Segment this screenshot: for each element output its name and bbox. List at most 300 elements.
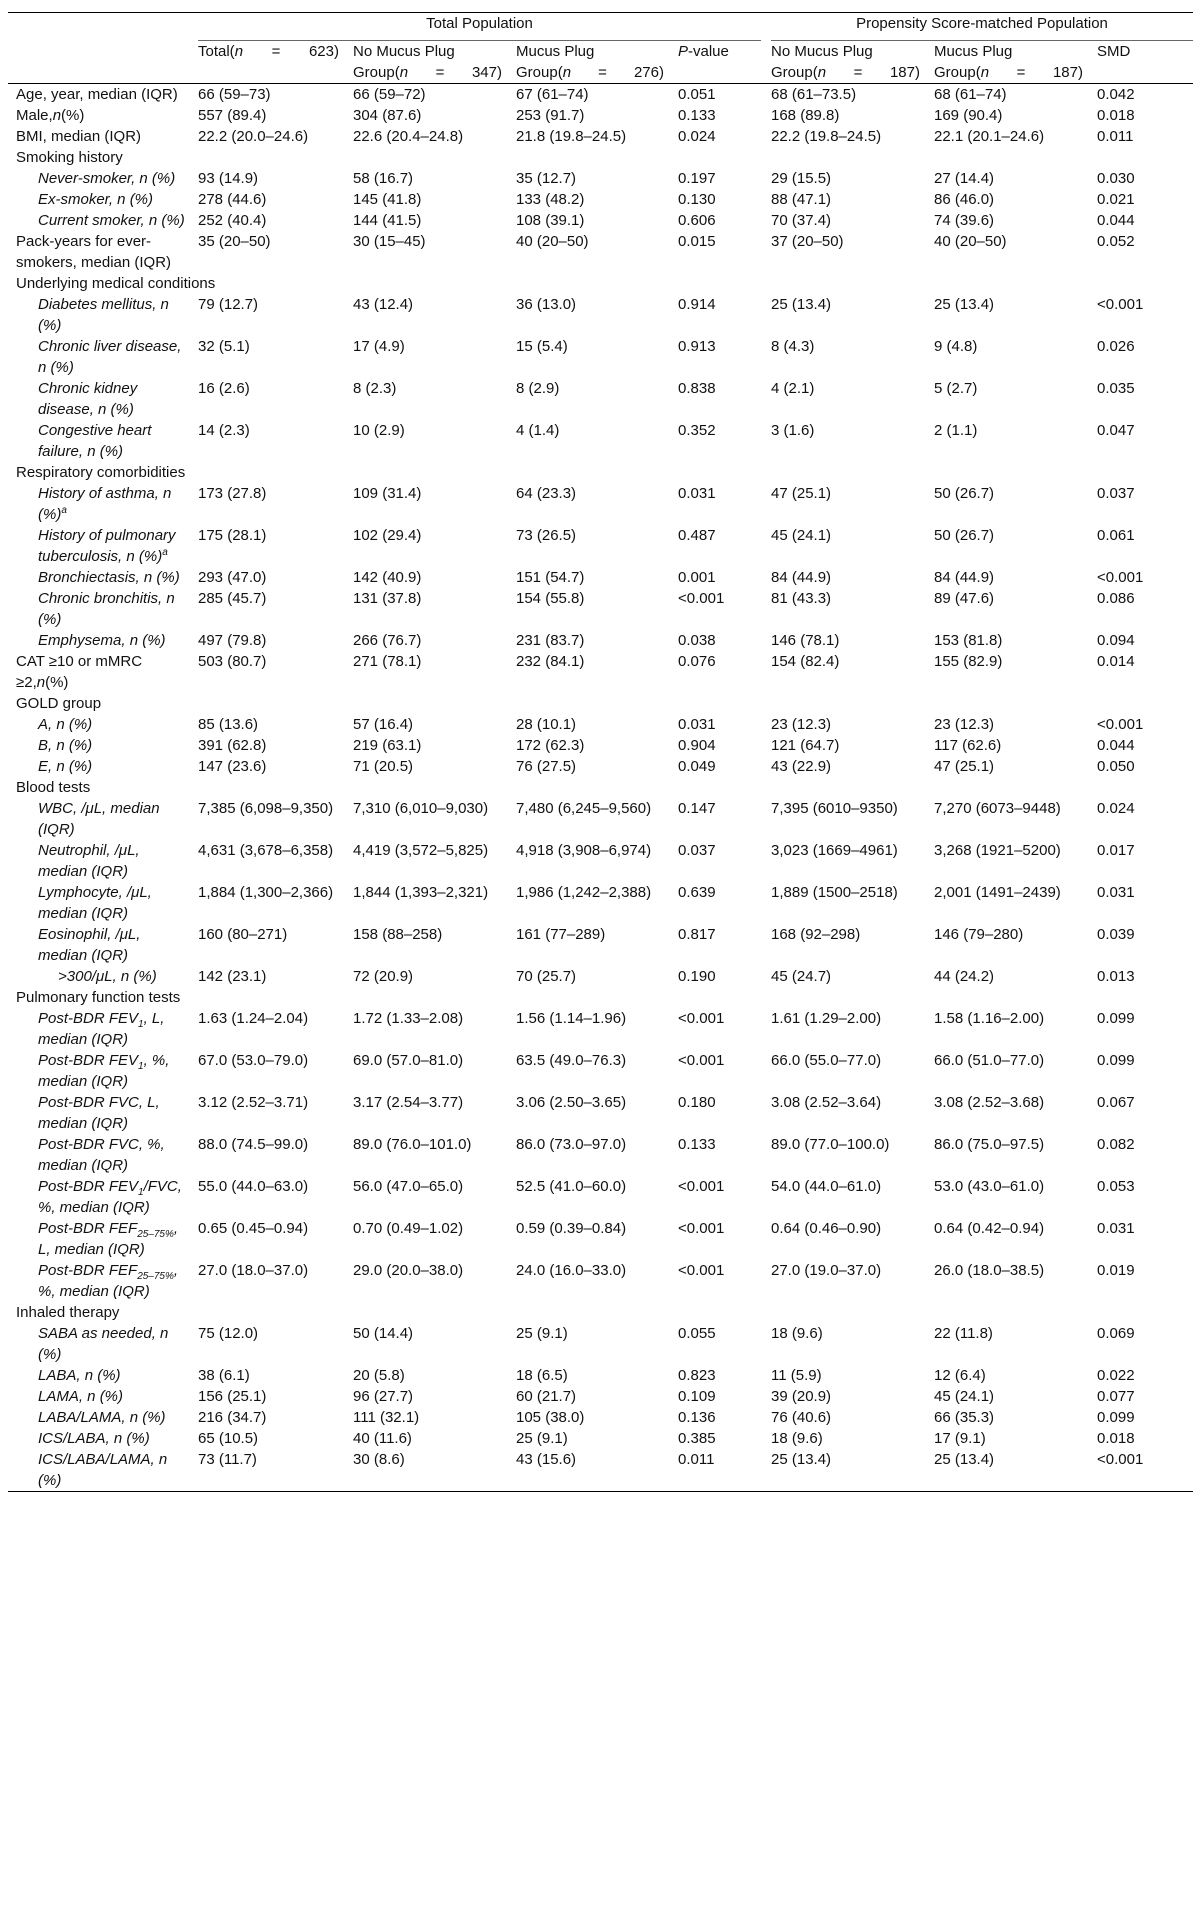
- cell-total: 285 (45.7): [198, 590, 267, 607]
- cell-no-plug-matched: 68 (61–73.5): [771, 86, 857, 103]
- row-label-text: Eosinophil, /μL, median (IQR): [38, 926, 141, 964]
- cell-plug-matched: 86 (46.0): [934, 191, 995, 208]
- cell-no-plug-matched: 3,023 (1669–4961): [771, 842, 898, 859]
- cell-no-plug-total: 30 (15–45): [353, 233, 426, 250]
- table-row: [8, 588, 1193, 630]
- cell-p-value: 0.180: [678, 1094, 716, 1111]
- section-header-row: [8, 1302, 1193, 1323]
- cell-plug-matched: 89 (47.6): [934, 590, 995, 607]
- row-label-text: Post-BDR FVC, L, median (IQR): [38, 1094, 160, 1132]
- cell-no-plug-total: 66 (59–72): [353, 86, 426, 103]
- table-row: [8, 1365, 1193, 1386]
- cell-smd: 0.021: [1097, 191, 1135, 208]
- group-header-total-label: Total Population: [198, 13, 761, 41]
- cell-p-value: 0.015: [678, 233, 716, 250]
- cell-plug-matched: 25 (13.4): [934, 1449, 1097, 1492]
- cell-smd: 0.042: [1097, 86, 1135, 103]
- table-row: [8, 567, 1193, 588]
- cell-smd: 0.069: [1097, 1325, 1135, 1342]
- cell-total: 35 (20–50): [198, 233, 271, 250]
- cell-p-value: <0.001: [678, 1052, 725, 1069]
- row-label-n: n: [52, 107, 62, 124]
- table-row: [8, 210, 1193, 231]
- section-label: [8, 777, 1193, 798]
- cell-smd: <0.001: [1097, 569, 1144, 586]
- row-label: [8, 1407, 198, 1428]
- row-label-subscript: 1: [138, 1019, 144, 1030]
- cell-smd: 0.039: [1097, 926, 1135, 943]
- cell-plug-total: 64 (23.3): [516, 485, 577, 502]
- cell-total: 38 (6.1): [198, 1367, 250, 1384]
- row-label-text: Neutrophil, /μL, median (IQR): [38, 842, 140, 880]
- cell-no-plug-total: 1.72 (1.33–2.08): [353, 1010, 464, 1027]
- cell-plug-matched: 5 (2.7): [934, 380, 978, 397]
- cell-smd: <0.001: [1097, 1449, 1193, 1492]
- row-label: [8, 1050, 198, 1092]
- cell-smd: 0.086: [1097, 590, 1135, 607]
- cell-p-value: 0.904: [678, 737, 716, 754]
- cell-plug-total: 43 (15.6): [516, 1449, 678, 1492]
- table-row: [8, 1260, 1193, 1302]
- cell-no-plug-matched: 43 (22.9): [771, 758, 832, 775]
- cell-no-plug-matched: 8 (4.3): [771, 338, 815, 355]
- cell-plug-matched: 53.0 (43.0–61.0): [934, 1178, 1045, 1195]
- cell-plug-total: 108 (39.1): [516, 212, 585, 229]
- cell-no-plug-matched: 25 (13.4): [771, 296, 832, 313]
- cell-no-plug-matched: 47 (25.1): [771, 485, 832, 502]
- cell-no-plug-matched: 29 (15.5): [771, 170, 832, 187]
- cell-no-plug-total: 1,844 (1,393–2,321): [353, 884, 489, 901]
- cell-plug-total: 7,480 (6,245–9,560): [516, 800, 652, 817]
- section-header-row: [8, 987, 1193, 1008]
- row-label: [8, 1428, 198, 1449]
- cell-total: 175 (28.1): [198, 527, 267, 544]
- cell-no-plug-matched: 168 (89.8): [771, 107, 840, 124]
- cell-plug-matched: 84 (44.9): [934, 569, 995, 586]
- section-label: [8, 462, 1193, 483]
- cell-p-value: 0.037: [678, 842, 716, 859]
- cell-total: 147 (23.6): [198, 758, 267, 775]
- table-row: [8, 1218, 1193, 1260]
- row-label-text: Age, year, median (IQR): [16, 86, 178, 103]
- cell-total: 14 (2.3): [198, 422, 250, 439]
- table-row: [8, 924, 1193, 966]
- cell-no-plug-total: 72 (20.9): [353, 968, 414, 985]
- cell-no-plug-matched: 11 (5.9): [771, 1367, 822, 1384]
- table-row: [8, 966, 1193, 987]
- cell-p-value: 0.024: [678, 128, 716, 145]
- cell-smd: 0.099: [1097, 1409, 1135, 1426]
- row-label-text: ICS/LABA/LAMA, n (%): [38, 1451, 168, 1489]
- cell-plug-matched: 50 (26.7): [934, 485, 995, 502]
- cell-no-plug-matched: 66.0 (55.0–77.0): [771, 1052, 882, 1069]
- cell-total: 27.0 (18.0–37.0): [198, 1262, 309, 1279]
- cell-p-value: 0.136: [678, 1409, 716, 1426]
- cell-p-value: 0.913: [678, 338, 716, 355]
- table-row: [8, 1449, 1193, 1492]
- row-label-text-tail: , %, median (IQR): [38, 1262, 179, 1300]
- row-label-subscript: 25–75%: [137, 1229, 174, 1240]
- table-body: [8, 84, 1193, 1492]
- cell-smd: 0.099: [1097, 1052, 1135, 1069]
- cell-p-value: 0.055: [678, 1325, 716, 1342]
- cell-no-plug-total: 158 (88–258): [353, 926, 443, 943]
- cell-plug-total: 36 (13.0): [516, 296, 577, 313]
- baseline-characteristics-table: [8, 12, 1193, 1492]
- row-label: [8, 1449, 198, 1492]
- cell-total: 156 (25.1): [198, 1388, 267, 1405]
- cell-plug-matched: 169 (90.4): [934, 107, 1003, 124]
- cell-plug-matched: 146 (79–280): [934, 926, 1024, 943]
- cell-no-plug-matched: 3.08 (2.52–3.64): [771, 1094, 882, 1111]
- row-label: [8, 924, 198, 966]
- cell-plug-matched: 0.64 (0.42–0.94): [934, 1220, 1045, 1237]
- cell-no-plug-total: 69.0 (57.0–81.0): [353, 1052, 464, 1069]
- cell-p-value: <0.001: [678, 1010, 725, 1027]
- cell-p-value: <0.001: [678, 1262, 725, 1279]
- cell-plug-total: 253 (91.7): [516, 107, 585, 124]
- cell-plug-total: 3.06 (2.50–3.65): [516, 1094, 627, 1111]
- table-row: [8, 630, 1193, 651]
- cell-total: 391 (62.8): [198, 737, 267, 754]
- cell-total: 93 (14.9): [198, 170, 259, 187]
- group-header-matched-label: Propensity Score-matched Population: [771, 13, 1193, 41]
- row-label: [8, 1260, 198, 1302]
- cell-smd: 0.030: [1097, 170, 1135, 187]
- cell-no-plug-total: 304 (87.6): [353, 107, 422, 124]
- footnote-marker: a: [61, 505, 67, 516]
- group-header-total: [198, 13, 771, 42]
- row-label-text: Ex-smoker, n (%): [38, 191, 154, 208]
- section-label: [8, 987, 1193, 1008]
- cell-no-plug-matched: 18 (9.6): [771, 1325, 823, 1342]
- cell-no-plug-total: 40 (11.6): [353, 1430, 412, 1447]
- table-row: [8, 378, 1193, 420]
- header-variable-cell: [8, 41, 198, 84]
- cell-total: 22.2 (20.0–24.6): [198, 128, 309, 145]
- row-label: [8, 567, 198, 588]
- cell-smd: 0.035: [1097, 380, 1135, 397]
- row-label-text: LABA/LAMA, n (%): [38, 1409, 166, 1426]
- cell-no-plug-matched: 37 (20–50): [771, 233, 844, 250]
- cell-smd: 0.094: [1097, 632, 1135, 649]
- cell-plug-total: 232 (84.1): [516, 653, 585, 670]
- table-row: [8, 1050, 1193, 1092]
- cell-plug-matched: 66.0 (51.0–77.0): [934, 1052, 1045, 1069]
- group-header-matched: [771, 13, 1193, 42]
- row-label-text-tail: , L, median (IQR): [38, 1220, 179, 1258]
- cell-plug-matched: 27 (14.4): [934, 170, 995, 187]
- cell-smd: 0.019: [1097, 1262, 1135, 1279]
- cell-smd: 0.044: [1097, 737, 1135, 754]
- cell-p-value: 0.197: [678, 170, 716, 187]
- cell-no-plug-matched: 25 (13.4): [771, 1449, 934, 1492]
- row-label-text: Chronic bronchitis, n (%): [38, 590, 175, 628]
- cell-total: 85 (13.6): [198, 716, 259, 733]
- cell-p-value: 0.606: [678, 212, 716, 229]
- cell-no-plug-total: 271 (78.1): [353, 653, 422, 670]
- row-label-text: >300/μL, n (%): [58, 968, 157, 985]
- cell-total: 1.63 (1.24–2.04): [198, 1010, 309, 1027]
- row-label-text: Respiratory comorbidities: [16, 464, 186, 481]
- cell-no-plug-total: 57 (16.4): [353, 716, 414, 733]
- row-label-text: History of asthma, n (%): [38, 485, 172, 523]
- cell-p-value: 0.133: [678, 1136, 716, 1153]
- row-label: [8, 168, 198, 189]
- table-row: [8, 735, 1193, 756]
- cell-total: 73 (11.7): [198, 1449, 353, 1492]
- cell-no-plug-matched: 4 (2.1): [771, 380, 815, 397]
- cell-plug-total: 24.0 (16.0–33.0): [516, 1262, 627, 1279]
- cell-smd: 0.061: [1097, 527, 1135, 544]
- row-label-text: Smoking history: [16, 149, 123, 166]
- cell-smd: <0.001: [1097, 716, 1144, 733]
- table-row: [8, 1428, 1193, 1449]
- row-label-text-tail: , L, median (IQR): [38, 1010, 165, 1048]
- cell-plug-matched: 86.0 (75.0–97.5): [934, 1136, 1045, 1153]
- column-header-total: Total(n = 623): [198, 41, 353, 84]
- row-label-text: ICS/LABA, n (%): [38, 1430, 150, 1447]
- row-label-text: Chronic liver disease, n (%): [38, 338, 182, 376]
- cell-total: 32 (5.1): [198, 338, 250, 355]
- cell-plug-total: 52.5 (41.0–60.0): [516, 1178, 627, 1195]
- cell-no-plug-total: 8 (2.3): [353, 380, 397, 397]
- cell-total: 0.65 (0.45–0.94): [198, 1220, 309, 1237]
- table-row: [8, 1092, 1193, 1134]
- row-label-text: Post-BDR FEV: [38, 1052, 139, 1069]
- cell-no-plug-matched: 88 (47.1): [771, 191, 832, 208]
- cell-plug-total: 60 (21.7): [516, 1388, 577, 1405]
- cell-plug-matched: 26.0 (18.0–38.5): [934, 1262, 1045, 1279]
- cell-plug-matched: 45 (24.1): [934, 1388, 995, 1405]
- cell-total: 252 (40.4): [198, 212, 267, 229]
- row-label: [8, 378, 198, 420]
- cell-plug-matched: 153 (81.8): [934, 632, 1003, 649]
- cell-smd: 0.014: [1097, 653, 1135, 670]
- row-label-subscript: 1: [138, 1061, 144, 1072]
- section-header-row: [8, 462, 1193, 483]
- cell-plug-matched: 50 (26.7): [934, 527, 995, 544]
- table-row: [8, 651, 1193, 693]
- cell-no-plug-total: 142 (40.9): [353, 569, 422, 586]
- row-label-text: Post-BDR FEF: [38, 1262, 138, 1279]
- row-label: [8, 1176, 198, 1218]
- cell-plug-total: 25 (9.1): [516, 1325, 568, 1342]
- row-label-text: LAMA, n (%): [38, 1388, 124, 1405]
- row-label: [8, 189, 198, 210]
- row-label: [8, 1323, 198, 1365]
- table-row: [8, 483, 1193, 525]
- cell-smd: 0.099: [1097, 1010, 1135, 1027]
- row-label-subscript: 1: [138, 1187, 144, 1198]
- cell-total: 142 (23.1): [198, 968, 267, 985]
- cell-total: 4,631 (3,678–6,358): [198, 842, 334, 859]
- cell-no-plug-total: 219 (63.1): [353, 737, 422, 754]
- row-label-text: Post-BDR FVC, %, median (IQR): [38, 1136, 165, 1174]
- cell-total: 3.12 (2.52–3.71): [198, 1094, 309, 1111]
- row-label: [8, 588, 198, 630]
- cell-plug-matched: 3.08 (2.52–3.68): [934, 1094, 1045, 1111]
- cell-p-value: <0.001: [678, 1178, 725, 1195]
- row-label: [8, 651, 198, 693]
- cell-plug-total: 0.59 (0.39–0.84): [516, 1220, 627, 1237]
- cell-no-plug-matched: 1,889 (1500–2518): [771, 884, 898, 901]
- cell-smd: 0.082: [1097, 1136, 1135, 1153]
- row-label: [8, 483, 198, 525]
- row-label-text-tail: /FVC, %, median (IQR): [38, 1178, 182, 1216]
- cell-no-plug-matched: 1.61 (1.29–2.00): [771, 1010, 882, 1027]
- cell-total: 7,385 (6,098–9,350): [198, 800, 334, 817]
- cell-no-plug-total: 4,419 (3,572–5,825): [353, 842, 489, 859]
- table-row: [8, 1407, 1193, 1428]
- cell-total: 55.0 (44.0–63.0): [198, 1178, 309, 1195]
- table-row: [8, 1176, 1193, 1218]
- cell-no-plug-matched: 54.0 (44.0–61.0): [771, 1178, 882, 1195]
- row-label-text: Current smoker, n (%): [38, 212, 185, 229]
- cell-p-value: 0.817: [678, 926, 716, 943]
- cell-plug-total: 67 (61–74): [516, 86, 589, 103]
- row-label-text-tail: , %, median (IQR): [38, 1052, 170, 1090]
- cell-p-value: 0.190: [678, 968, 716, 985]
- cell-no-plug-total: 266 (76.7): [353, 632, 422, 649]
- row-label-n: n: [36, 674, 46, 691]
- cell-p-value: 0.051: [678, 86, 716, 103]
- row-label: [8, 294, 198, 336]
- cell-p-value: <0.001: [678, 590, 725, 607]
- cell-plug-matched: 1.58 (1.16–2.00): [934, 1010, 1045, 1027]
- section-header-row: [8, 693, 1193, 714]
- cell-no-plug-matched: 154 (82.4): [771, 653, 840, 670]
- cell-plug-matched: 22.1 (20.1–24.6): [934, 128, 1045, 145]
- cell-no-plug-matched: 84 (44.9): [771, 569, 832, 586]
- column-header-no-plug-matched: No Mucus Plug Group(n = 187): [771, 41, 934, 84]
- cell-plug-matched: 2,001 (1491–2439): [934, 884, 1061, 901]
- cell-no-plug-matched: 22.2 (19.8–24.5): [771, 128, 882, 145]
- row-label-text: A, n (%): [38, 716, 93, 733]
- cell-total: 278 (44.6): [198, 191, 267, 208]
- row-label-text: Pack-years for ever-smokers, median (IQR): [16, 233, 172, 271]
- column-header-pvalue: P-value: [678, 41, 771, 84]
- cell-smd: 0.011: [1097, 128, 1134, 145]
- cell-plug-matched: 9 (4.8): [934, 338, 978, 355]
- cell-p-value: 0.487: [678, 527, 716, 544]
- row-label-text: Underlying medical conditions: [16, 275, 216, 292]
- row-label-text: SABA as needed, n (%): [38, 1325, 169, 1363]
- cell-no-plug-total: 43 (12.4): [353, 296, 414, 313]
- row-label-text: WBC, /μL, median (IQR): [38, 800, 160, 838]
- cell-total: 293 (47.0): [198, 569, 267, 586]
- cell-plug-total: 154 (55.8): [516, 590, 585, 607]
- row-label-text: Lymphocyte, /μL, median (IQR): [38, 884, 152, 922]
- cell-no-plug-total: 144 (41.5): [353, 212, 422, 229]
- section-label: [8, 273, 1193, 294]
- cell-p-value: 0.011: [678, 1449, 771, 1492]
- table-row: [8, 189, 1193, 210]
- row-label-text: B, n (%): [38, 737, 93, 754]
- cell-no-plug-total: 7,310 (6,010–9,030): [353, 800, 489, 817]
- row-label: [8, 735, 198, 756]
- cell-no-plug-total: 96 (27.7): [353, 1388, 414, 1405]
- cell-smd: 0.053: [1097, 1178, 1135, 1195]
- cell-plug-total: 161 (77–289): [516, 926, 606, 943]
- table-row: [8, 798, 1193, 840]
- cell-no-plug-total: 17 (4.9): [353, 338, 405, 355]
- cell-no-plug-matched: 23 (12.3): [771, 716, 832, 733]
- row-label: [8, 210, 198, 231]
- row-label-text: Never-smoker, n (%): [38, 170, 176, 187]
- row-label-text: Congestive heart failure, n (%): [38, 422, 152, 460]
- cell-smd: 0.018: [1097, 1430, 1135, 1447]
- row-label-text: History of pulmonary tuberculosis, n (%): [38, 527, 176, 565]
- table-row: [8, 105, 1193, 126]
- column-header-no-plug-total: No Mucus Plug Group(n = 347): [353, 41, 516, 84]
- cell-no-plug-matched: 7,395 (6010–9350): [771, 800, 898, 817]
- section-header-row: [8, 147, 1193, 168]
- row-label-text: BMI, median (IQR): [16, 128, 142, 145]
- cell-plug-total: 18 (6.5): [516, 1367, 568, 1384]
- section-label: [8, 1302, 1193, 1323]
- row-label: [8, 105, 198, 126]
- cell-plug-matched: 3,268 (1921–5200): [934, 842, 1061, 859]
- row-label-text: Emphysema, n (%): [38, 632, 166, 649]
- table-row: [8, 420, 1193, 462]
- cell-smd: 0.031: [1097, 1220, 1135, 1237]
- table-row: [8, 84, 1193, 106]
- cell-no-plug-total: 0.70 (0.49–1.02): [353, 1220, 464, 1237]
- row-label-text: Male,: [16, 107, 53, 124]
- cell-smd: 0.017: [1097, 842, 1135, 859]
- cell-p-value: 0.823: [678, 1367, 716, 1384]
- table-row: [8, 882, 1193, 924]
- cell-no-plug-total: 102 (29.4): [353, 527, 422, 544]
- row-label: [8, 231, 198, 273]
- cell-total: 16 (2.6): [198, 380, 250, 397]
- cell-no-plug-matched: 168 (92–298): [771, 926, 861, 943]
- cell-plug-total: 172 (62.3): [516, 737, 585, 754]
- row-label: [8, 882, 198, 924]
- row-label: [8, 336, 198, 378]
- column-header-smd: SMD: [1097, 41, 1193, 84]
- cell-smd: 0.044: [1097, 212, 1135, 229]
- cell-plug-total: 4 (1.4): [516, 422, 560, 439]
- cell-plug-total: 76 (27.5): [516, 758, 577, 775]
- cell-no-plug-matched: 76 (40.6): [771, 1409, 832, 1426]
- table-row: [8, 1008, 1193, 1050]
- column-header-plug-total: Mucus Plug Group(n = 276): [516, 41, 678, 84]
- table-row: [8, 840, 1193, 882]
- cell-no-plug-total: 145 (41.8): [353, 191, 422, 208]
- cell-smd: 0.024: [1097, 800, 1135, 817]
- cell-plug-matched: 47 (25.1): [934, 758, 995, 775]
- section-label: [8, 693, 1193, 714]
- cell-plug-total: 1.56 (1.14–1.96): [516, 1010, 627, 1027]
- cell-total: 557 (89.4): [198, 107, 267, 124]
- row-label-text: CAT ≥10 or mMRC ≥2,: [16, 653, 143, 691]
- cell-no-plug-total: 10 (2.9): [353, 422, 405, 439]
- row-label-text: Post-BDR FEV: [38, 1178, 139, 1195]
- cell-total: 497 (79.8): [198, 632, 267, 649]
- cell-plug-total: 133 (48.2): [516, 191, 585, 208]
- cell-smd: 0.052: [1097, 233, 1135, 250]
- cell-plug-total: 86.0 (73.0–97.0): [516, 1136, 627, 1153]
- table-row: [8, 756, 1193, 777]
- cell-plug-matched: 117 (62.6): [934, 737, 1002, 754]
- cell-plug-matched: 23 (12.3): [934, 716, 995, 733]
- cell-no-plug-matched: 18 (9.6): [771, 1430, 823, 1447]
- cell-plug-total: 70 (25.7): [516, 968, 577, 985]
- section-label: [8, 147, 1193, 168]
- cell-total: 79 (12.7): [198, 296, 259, 313]
